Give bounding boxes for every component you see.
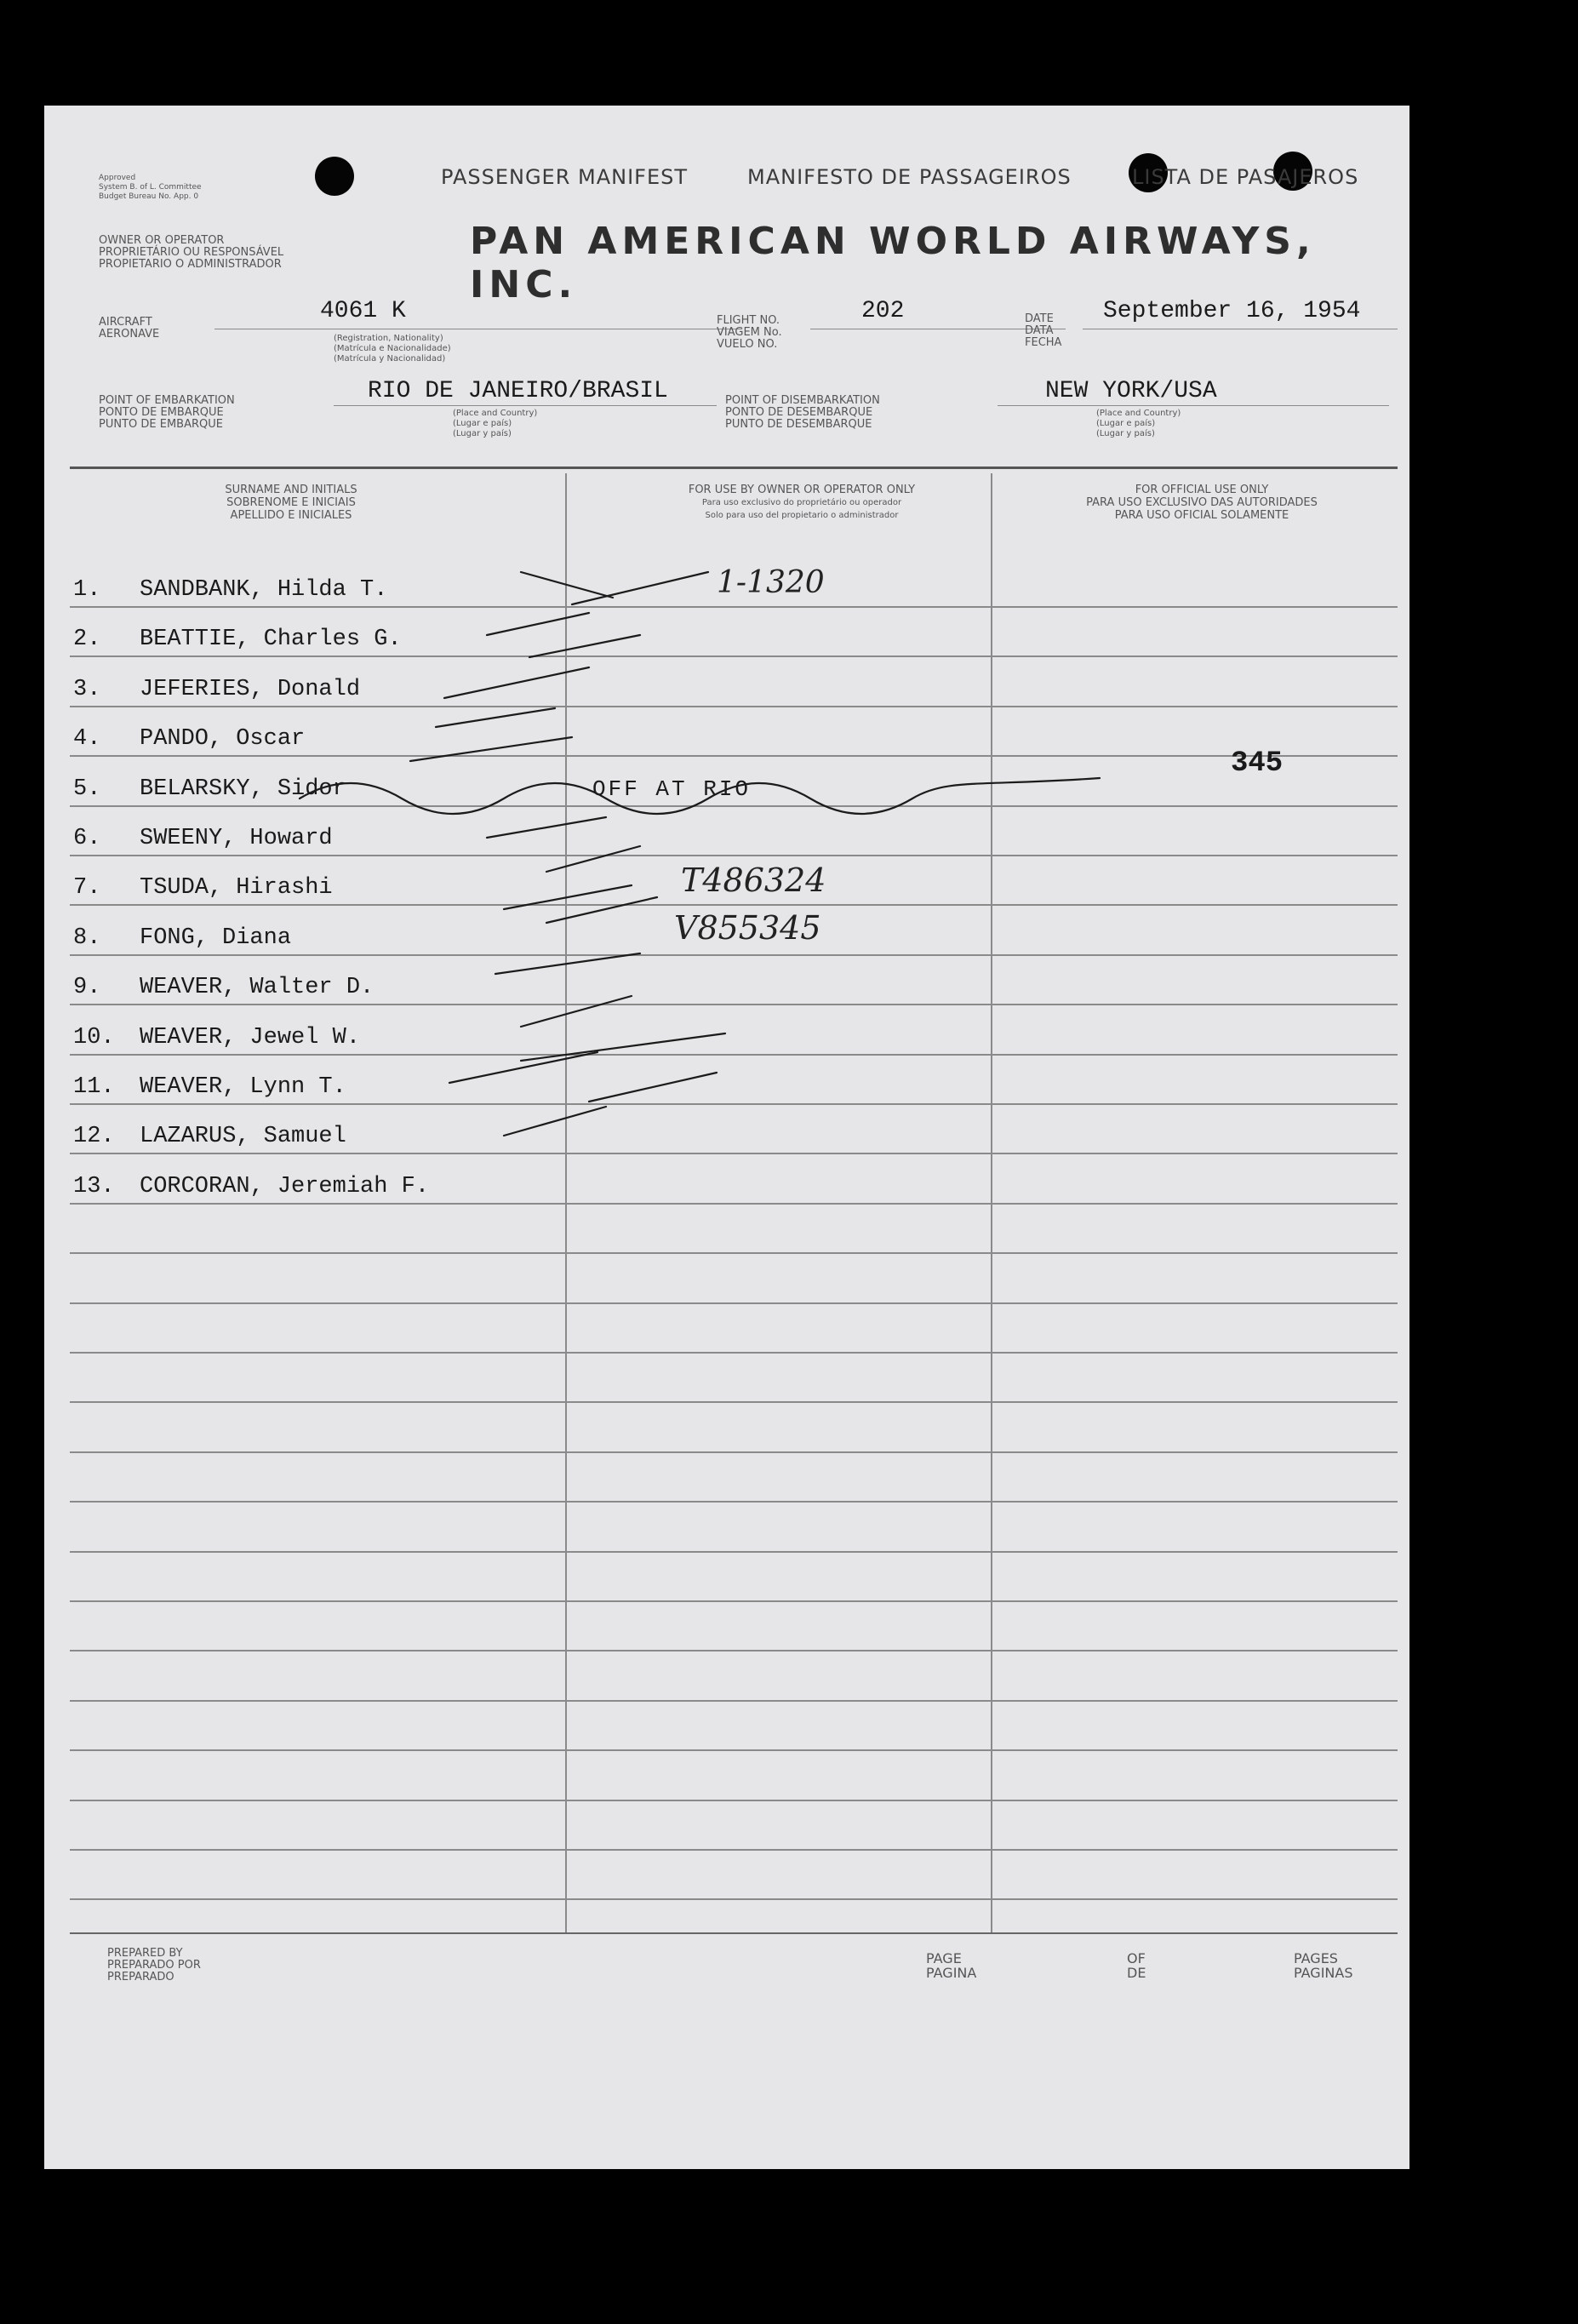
row7-note: T486324	[681, 861, 826, 899]
check-mark	[521, 572, 613, 598]
disembark-label: POINT OF DISEMBARKATION	[725, 394, 880, 407]
passenger-surname: BELARSKY,	[140, 776, 264, 802]
flight-value: 202	[861, 298, 905, 324]
passenger-surname: CORCORAN,	[140, 1174, 264, 1199]
flight-label: VUELO NO.	[717, 338, 778, 351]
passenger-given-name: Donald	[277, 677, 361, 702]
passenger-given-name: Oscar	[236, 726, 306, 752]
disembark-label: PONTO DE DESEMBARQUE	[725, 406, 873, 419]
col3-header-line: PARA USO OFICIAL SOLAMENTE	[1114, 509, 1289, 522]
of-label-line: OF	[1127, 1950, 1146, 1966]
row-number: 5.	[73, 776, 101, 802]
row-number: 4.	[73, 726, 101, 752]
embark-sub-line: (Lugar y país)	[453, 429, 512, 438]
passenger-surname: WEAVER,	[140, 1025, 237, 1050]
aircraft-sub-line: (Matrícula y Nacionalidad)	[334, 354, 446, 363]
check-mark	[504, 1107, 606, 1136]
disembark-label: PUNTO DE DESEMBARQUE	[725, 418, 872, 431]
table-bottom-border	[70, 1932, 1398, 1934]
passenger-given-name: Samuel	[263, 1124, 346, 1149]
col2-header-line: Solo para uso del propietario o administrador	[705, 511, 899, 520]
col1-header-line: APELLIDO E INICIALES	[230, 509, 352, 522]
disembark-sub-line: (Place and Country)	[1096, 409, 1181, 418]
embark-label: POINT OF EMBARKATION	[99, 394, 235, 407]
handwriting-marks	[44, 106, 1409, 2169]
row-number: 3.	[73, 677, 101, 702]
check-mark	[487, 613, 589, 635]
passenger-surname: FONG,	[140, 925, 209, 951]
passenger-surname: PANDO,	[140, 726, 223, 752]
row8-note: V855345	[674, 909, 821, 947]
approval-line: Budget Bureau No. App. 0	[99, 192, 199, 201]
embark-sub-line: (Place and Country)	[453, 409, 538, 418]
col2-header-line: FOR USE BY OWNER OR OPERATOR ONLY	[688, 484, 916, 496]
disembark-sub-line: (Lugar e país)	[1096, 419, 1156, 428]
check-mark	[521, 996, 632, 1027]
page-label-line: PAGINA	[926, 1965, 977, 1981]
pages-label	[1294, 1951, 1352, 1980]
aircraft-value: 4061 K	[320, 298, 406, 324]
form-title-en: PASSENGER MANIFEST	[441, 165, 689, 189]
passenger-given-name: Hilda T.	[277, 577, 388, 603]
col1-header-line: SURNAME AND INITIALS	[225, 484, 357, 496]
embark-sub-line: (Lugar e país)	[453, 419, 512, 428]
page-label-line: PAGE	[926, 1950, 962, 1966]
passenger-given-name: Charles G.	[263, 627, 402, 652]
passenger-surname: TSUDA,	[140, 875, 223, 901]
flight-label: FLIGHT NO.	[717, 314, 780, 327]
col3-header-line: FOR OFFICIAL USE ONLY	[1135, 484, 1269, 496]
aircraft-label: AERONAVE	[99, 328, 160, 341]
check-mark	[546, 846, 640, 872]
row-number: 12.	[73, 1124, 115, 1149]
manifest-sheet	[44, 106, 1409, 2169]
form-title-pt: MANIFESTO DE PASSAGEIROS	[747, 165, 1072, 189]
row5-note: OFF AT RIO	[592, 776, 752, 802]
check-mark	[521, 1033, 725, 1061]
prepared-label: PREPARED BY	[107, 1947, 183, 1960]
check-mark	[410, 737, 572, 761]
owner-label: OWNER OR OPERATOR	[99, 234, 225, 247]
flight-label: VIAGEM No.	[717, 326, 782, 339]
disembark-value: NEW YORK/USA	[1045, 378, 1217, 404]
owner-label: PROPIETARIO O ADMINISTRADOR	[99, 258, 282, 271]
passenger-surname: WEAVER,	[140, 1074, 237, 1100]
col2-header-line: Para uso exclusivo do proprietário ou operador	[701, 498, 902, 507]
owner-label: PROPRIETÁRIO OU RESPONSÁVEL	[99, 246, 284, 259]
of-label	[1127, 1951, 1146, 1980]
row-number: 10.	[73, 1025, 115, 1050]
form-title-es: LISTA DE PASAJEROS	[1132, 165, 1359, 189]
row-number: 1.	[73, 577, 101, 603]
check-mark	[436, 708, 555, 727]
row-number: 8.	[73, 925, 101, 951]
check-mark	[487, 817, 606, 838]
row-number: 6.	[73, 826, 101, 851]
pages-label-line: PAGINAS	[1294, 1965, 1353, 1981]
page-label	[926, 1951, 976, 1980]
aircraft-sub-line: (Matrícula e Nacionalidade)	[334, 344, 451, 353]
check-mark	[546, 897, 657, 923]
check-mark	[444, 667, 589, 698]
embark-label: PONTO DE EMBARQUE	[99, 406, 224, 419]
row5-official: 345	[1231, 747, 1284, 780]
approval-line: Approved	[99, 174, 136, 182]
passenger-surname: LAZARUS,	[140, 1124, 250, 1149]
prepared-by	[107, 1948, 201, 1983]
passenger-given-name: Sidor	[277, 776, 346, 802]
row1-note: 1-1320	[717, 565, 825, 600]
check-mark	[589, 1073, 717, 1102]
row-number: 2.	[73, 627, 101, 652]
passenger-given-name: Diana	[222, 925, 292, 951]
passenger-surname: SANDBANK,	[140, 577, 264, 603]
passenger-surname: WEAVER,	[140, 975, 237, 1000]
prepared-label: PREPARADO POR	[107, 1959, 201, 1972]
passenger-surname: SWEENY,	[140, 826, 237, 851]
passenger-given-name: Jewel W.	[249, 1025, 361, 1050]
check-mark	[529, 635, 640, 657]
of-label-line: DE	[1127, 1965, 1146, 1981]
check-mark	[495, 953, 640, 974]
passenger-given-name: Walter D.	[249, 975, 374, 1000]
aircraft-sub-line: (Registration, Nationality)	[334, 334, 443, 343]
date-label: FECHA	[1025, 336, 1062, 349]
airline-name: PAN AMERICAN WORLD AIRWAYS, INC.	[470, 220, 1316, 306]
passenger-given-name: Jeremiah F.	[277, 1174, 430, 1199]
check-mark	[504, 885, 632, 909]
approval-line: System B. of L. Committee	[99, 183, 202, 192]
date-label: DATE	[1025, 312, 1054, 325]
row-number: 9.	[73, 975, 101, 1000]
aircraft-label: AIRCRAFT	[99, 316, 152, 329]
embark-label: PUNTO DE EMBARQUE	[99, 418, 223, 431]
passenger-given-name: Hirashi	[236, 875, 333, 901]
row-number: 7.	[73, 875, 101, 901]
passenger-given-name: Howard	[249, 826, 333, 851]
pages-label-line: PAGES	[1294, 1950, 1338, 1966]
date-label: DATA	[1025, 324, 1054, 337]
col1-header-line: SOBRENOME E INICIAIS	[226, 496, 356, 509]
passenger-surname: BEATTIE,	[140, 627, 250, 652]
prepared-label: PREPARADO	[107, 1971, 174, 1983]
check-mark	[449, 1052, 597, 1083]
check-mark	[572, 572, 708, 604]
row-number: 11.	[73, 1074, 115, 1100]
passenger-given-name: Lynn T.	[249, 1074, 346, 1100]
col3-header-line: PARA USO EXCLUSIVO DAS AUTORIDADES	[1086, 496, 1318, 509]
embark-value: RIO DE JANEIRO/BRASIL	[368, 378, 668, 404]
passenger-surname: JEFERIES,	[140, 677, 264, 702]
date-value: September 16, 1954	[1103, 298, 1361, 324]
row-number: 13.	[73, 1174, 115, 1199]
disembark-sub-line: (Lugar y país)	[1096, 429, 1155, 438]
